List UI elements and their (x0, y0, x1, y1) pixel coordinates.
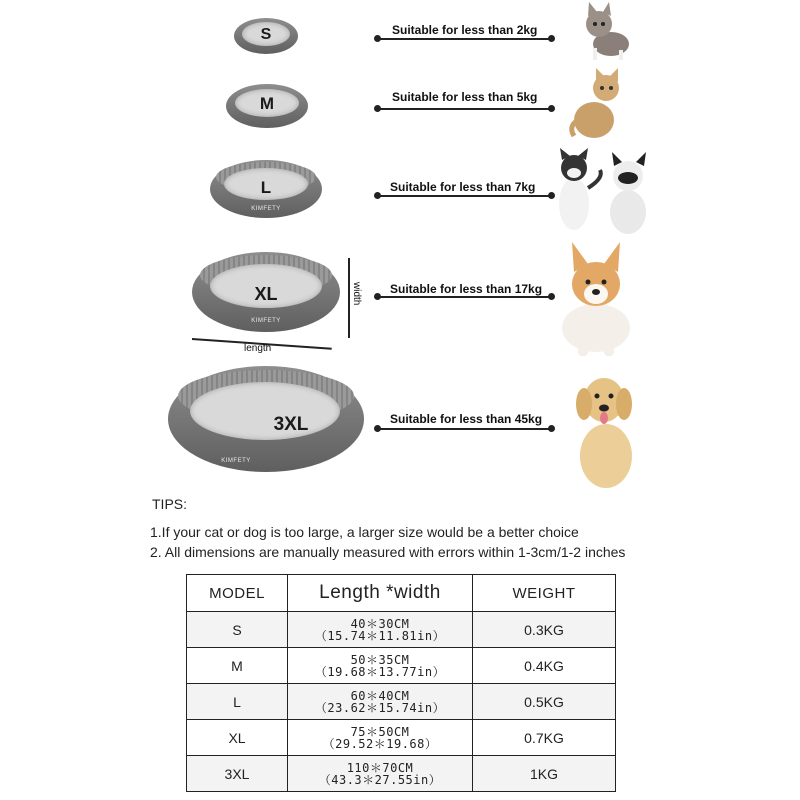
cell-weight: 0.7KG (473, 720, 616, 756)
bed-size-l (210, 160, 322, 218)
suitable-text-m: Suitable for less than 5kg (388, 90, 541, 104)
tip-item-1: 1.If your cat or dog is too large, a larger size would be a better choice (150, 524, 579, 540)
width-dimension-line (348, 258, 350, 338)
brand-logo: KIMFETY (251, 318, 281, 324)
dimension-inch: （29.52＊19.68） (322, 736, 438, 751)
bed-size-xl (192, 252, 340, 332)
dimension-inch: （23.62＊15.74in） (314, 700, 446, 715)
suitable-text-xl: Suitable for less than 17kg (386, 282, 546, 296)
table-row (187, 756, 616, 792)
dimension-cm: 60＊40CM (350, 688, 410, 703)
width-label: width (351, 282, 362, 306)
pointer-line-xl (377, 296, 552, 298)
cell-model: L (187, 684, 288, 720)
cell-model: 3XL (187, 756, 288, 792)
suitable-text-s: Suitable for less than 2kg (388, 23, 541, 37)
corgi-icon (548, 240, 642, 360)
size-label: L (260, 178, 272, 197)
cell-model: S (187, 612, 288, 648)
size-label: S (260, 26, 272, 43)
cell-dimensions (288, 720, 473, 756)
table-row (187, 720, 616, 756)
cell-dimensions (288, 648, 473, 684)
golden-retriever-icon (568, 370, 642, 492)
cell-dimensions (288, 756, 473, 792)
table-row (187, 648, 616, 684)
bed-size-m (226, 84, 308, 128)
tip-item-2: 2. All dimensions are manually measured with errors within 1-3cm/1-2 inches (150, 544, 626, 560)
header-weight: WEIGHT (473, 575, 616, 612)
bed-size-s (234, 18, 298, 54)
header-length-width: Length *width (288, 575, 473, 612)
cell-model: XL (187, 720, 288, 756)
table-row (187, 684, 616, 720)
size-chart-table (186, 574, 616, 792)
cell-weight: 0.4KG (473, 648, 616, 684)
table-row (187, 612, 616, 648)
dimension-cm: 40＊30CM (350, 616, 410, 631)
cell-weight: 0.3KG (473, 612, 616, 648)
header-model: MODEL (187, 575, 288, 612)
dimension-inch: （19.68＊13.77in） (314, 664, 446, 679)
pointer-line-m (377, 108, 552, 110)
size-label: 3XL (273, 414, 309, 435)
cat-icon (566, 68, 628, 142)
tips-heading: TIPS: (152, 496, 188, 512)
brand-logo: KIMFETY (251, 206, 281, 212)
pointer-line-s (377, 38, 552, 40)
brand-logo: KIMFETY (221, 458, 251, 464)
length-label: length (244, 343, 272, 354)
table-header-row (187, 575, 616, 612)
suitable-text-l: Suitable for less than 7kg (386, 180, 539, 194)
cell-model: M (187, 648, 288, 684)
cell-dimensions (288, 612, 473, 648)
suitable-text-3xl: Suitable for less than 45kg (386, 412, 546, 426)
pointer-line-3xl (377, 428, 552, 430)
size-label: XL (254, 284, 278, 304)
bed-size-3xl (168, 366, 364, 472)
cell-dimensions (288, 684, 473, 720)
cell-weight: 0.5KG (473, 684, 616, 720)
cell-weight: 1KG (473, 756, 616, 792)
dimension-cm: 110＊70CM (346, 760, 414, 775)
dimension-cm: 50＊35CM (350, 652, 410, 667)
pointer-line-l (377, 195, 552, 197)
dimension-inch: （43.3＊27.55in） (318, 772, 442, 787)
dimension-cm: 75＊50CM (350, 724, 410, 739)
size-label: M (259, 94, 275, 113)
kitten-icon (575, 2, 639, 62)
dimension-inch: （15.74＊11.81in） (314, 628, 446, 643)
cat-and-dog-icon (552, 148, 656, 238)
